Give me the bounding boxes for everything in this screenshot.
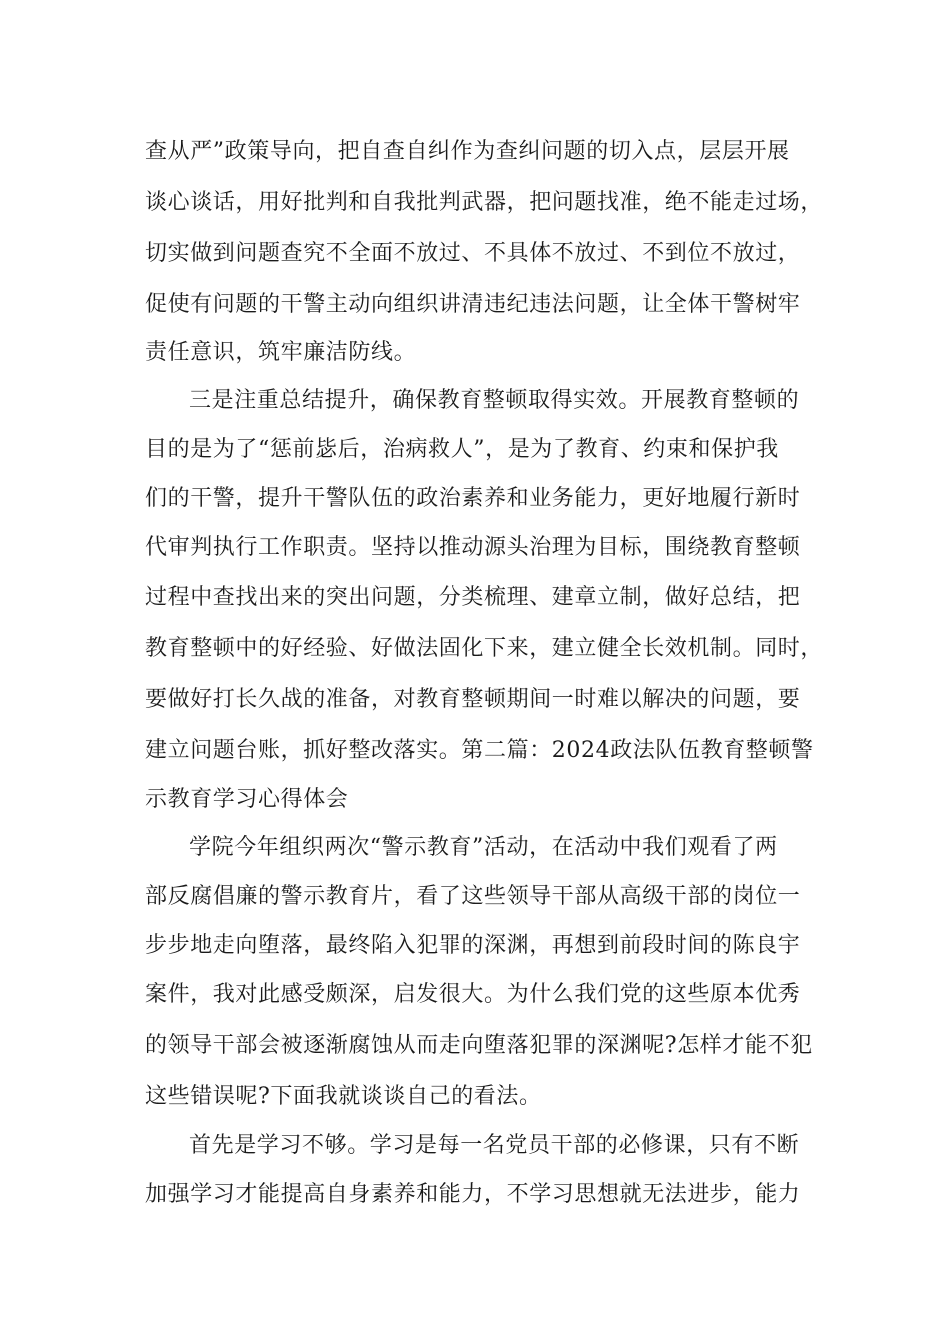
text-line: 目的是为了“惩前毖后，治病救人”，是为了教育、约束和保护我 <box>145 437 779 462</box>
text-line: 步步地走向堕落，最终陷入犯罪的深渊，再想到前段时间的陈良宇 <box>145 933 801 958</box>
text-line: 切实做到问题查究不全面不放过、不具体不放过、不到位不放过， <box>145 241 801 266</box>
text-line: 代审判执行工作职责。坚持以推动源头治理为目标，围绕教育整顿 <box>145 535 801 560</box>
text-line: 的领导干部会被逐渐腐蚀从而走向堕落犯罪的深渊呢?怎样才能不犯 <box>145 1033 813 1058</box>
text-line: 们的干警，提升干警队伍的政治素养和业务能力，更好地履行新时 <box>145 486 801 511</box>
text-line: 示教育学习心得体会 <box>145 787 349 812</box>
text-line: 案件，我对此感受颇深，启发很大。为什么我们党的这些原本优秀 <box>145 982 801 1007</box>
paragraph-first-line: 三是注重总结提升，确保教育整顿取得实效。开展教育整顿的 <box>189 388 800 413</box>
text-line: 促使有问题的干警主动向组织讲清违纪违法问题，让全体干警树牢 <box>145 292 801 317</box>
text-line: 建立问题台账，抓好整改落实。第二篇：2024政法队伍教育整顿警 <box>145 738 814 763</box>
text-line: 这些错误呢?下面我就谈谈自己的看法。 <box>145 1084 542 1109</box>
text-line: 过程中查找出来的突出问题，分类梳理、建章立制，做好总结，把 <box>145 585 801 610</box>
text-line: 要做好打长久战的准备，对教育整顿期间一时难以解决的问题，要 <box>145 687 801 712</box>
text-line: 教育整顿中的好经验、好做法固化下来，建立健全长效机制。同时， <box>145 636 824 661</box>
text-line: 加强学习才能提高自身素养和能力，不学习思想就无法进步，能力 <box>145 1182 801 1207</box>
paragraph-first-line: 学院今年组织两次“警示教育”活动，在活动中我们观看了两 <box>189 835 778 860</box>
paragraph-first-line: 首先是学习不够。学习是每一名党员干部的必修课，只有不断 <box>189 1133 800 1158</box>
text-line: 查从严”政策导向，把自查自纠作为查纠问题的切入点，层层开展 <box>145 139 790 164</box>
text-line: 谈心谈话，用好批判和自我批判武器，把问题找准，绝不能走过场， <box>145 190 824 215</box>
text-line: 部反腐倡廉的警示教育片，看了这些领导干部从高级干部的岗位一 <box>145 884 801 909</box>
text-line: 责任意识，筑牢廉洁防线。 <box>145 340 417 365</box>
